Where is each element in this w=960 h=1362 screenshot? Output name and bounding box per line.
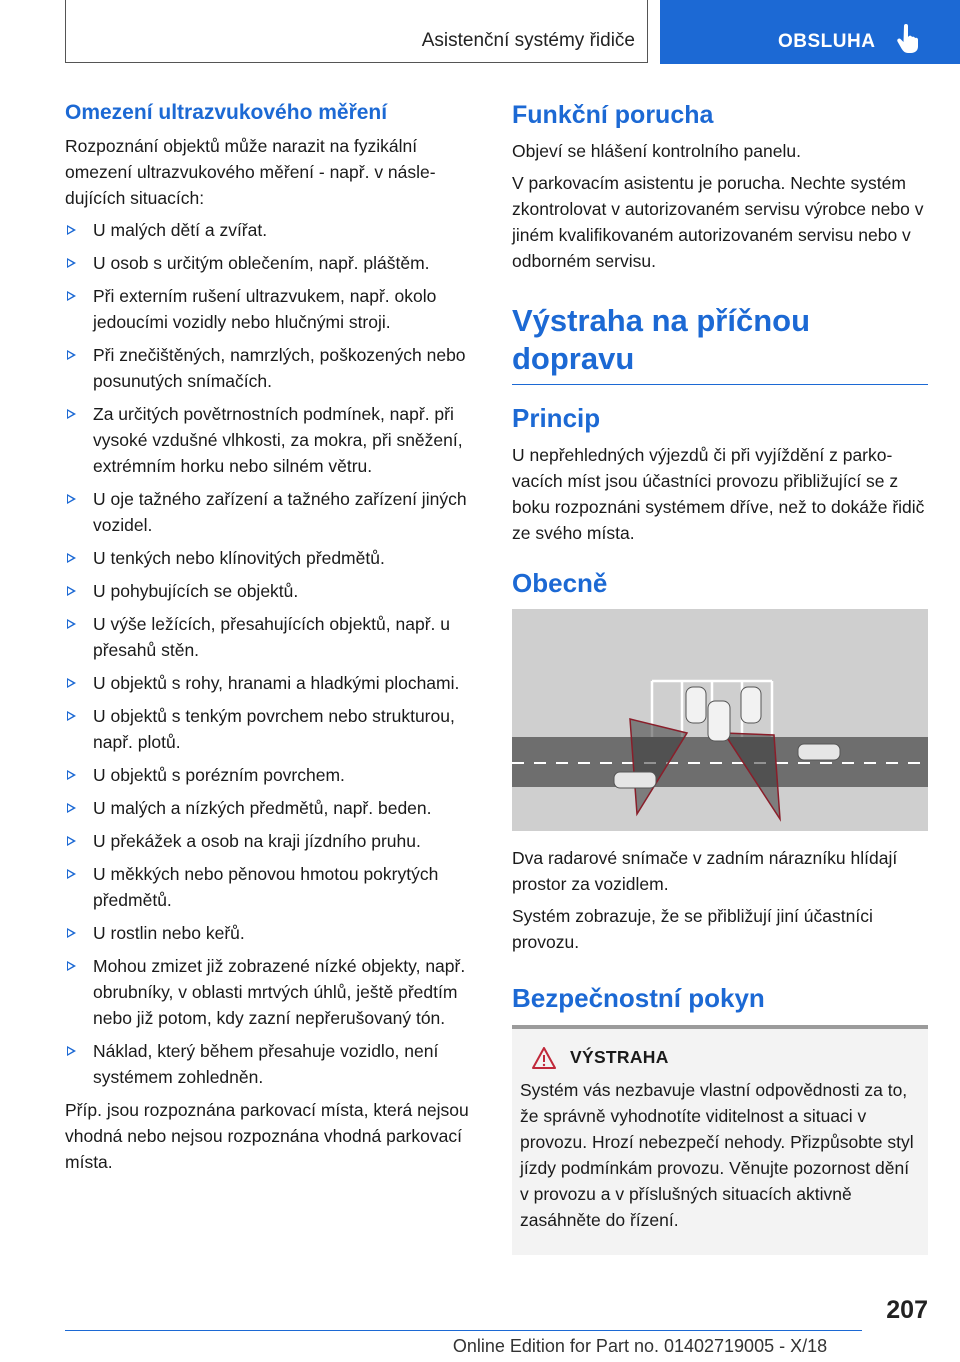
bullet-icon bbox=[67, 770, 76, 780]
chapter-heading-line-2: dopravu bbox=[512, 341, 635, 376]
bullet-icon bbox=[67, 1046, 76, 1056]
list-item: U objektů s rohy, hranami a hladkými plochami. bbox=[65, 670, 477, 696]
footer-edition: Online Edition for Part no. 01402719005 - X/18 bbox=[452, 1336, 828, 1356]
header-title: Asistenční systémy řidiče bbox=[421, 30, 635, 51]
section-heading-principle: Princip bbox=[512, 403, 601, 433]
cross-traffic-illustration bbox=[512, 609, 928, 831]
list-item: U objektů s tenkým povrchem nebo strukturou, např. plotů. bbox=[65, 703, 477, 755]
right-column bbox=[512, 100, 928, 1255]
section-heading-safety: Bezpečnostní pokyn bbox=[512, 983, 765, 1014]
list-item: U rostlin nebo keřů. bbox=[65, 920, 477, 946]
list-item: U výše ležících, přesahujících objektů, např. u přesahů stěn. bbox=[65, 611, 477, 663]
bullet-icon bbox=[67, 225, 76, 235]
fault-paragraph-2: V parkovacím asistentu je porucha. Nechte systém zkontrolovat v autorizovaném servisu výrobce nebo v jiném kvalifikovaném autorizovaném servisu nebo v odborném servisu. bbox=[512, 173, 924, 271]
bullet-icon bbox=[67, 553, 76, 563]
bullet-icon bbox=[67, 678, 76, 688]
bullet-icon bbox=[67, 494, 76, 504]
warning-box bbox=[512, 1025, 928, 1255]
footer-divider bbox=[65, 1330, 862, 1331]
chapter-divider bbox=[512, 384, 928, 385]
list-item: Mohou zmizet již zobrazené nízké objekty, např. obrubníky, v oblasti mrtvých úhlů, ještě předtím nebo již potom, kdy zazní nepřerušovaný tón. bbox=[65, 953, 477, 1031]
warning-header bbox=[520, 1047, 920, 1069]
bullet-icon bbox=[67, 291, 76, 301]
general-paragraph-1: Dva radarové snímače v zadním nárazníku hlídají prostor za vozidlem. bbox=[512, 848, 898, 895]
bullet-icon bbox=[67, 836, 76, 846]
outro-paragraph: Příp. jsou rozpoznána parkovací místa, která nejsou vhodná nebo nejsou rozpoznána vhodná parkovací místa. bbox=[65, 1100, 469, 1173]
warning-text: Systém vás nezbavuje vlastní odpovědnosti za to, že správně vyhodnotíte viditelnost a situaci v provozu. Hrozí nebezpečí nehody. Přizpůsobte styl jízdy podmínkám provozu. Věnujte pozornost dění v provozu a v příslušných situacích aktivně zasáhněte do řízení. bbox=[520, 1079, 914, 1230]
bullet-icon bbox=[67, 803, 76, 813]
list-item: U překážek a osob na kraji jízdního pruhu. bbox=[65, 828, 477, 854]
left-column bbox=[65, 100, 477, 1181]
bullet-icon bbox=[67, 961, 76, 971]
section-heading-fault: Funkční porucha bbox=[512, 101, 714, 129]
bullet-icon bbox=[67, 711, 76, 721]
list-item: Při externím rušení ultrazvukem, např. okolo jedoucími vozidly nebo hlučnými stroji. bbox=[65, 283, 477, 335]
bullet-icon bbox=[67, 586, 76, 596]
warning-triangle-icon bbox=[532, 1047, 556, 1069]
list-item: U osob s určitým oblečením, např. pláštěm. bbox=[65, 250, 477, 276]
intro-paragraph: Rozpoznání objektů může narazit na fyzikální omezení ultrazvukového měření - např. v následujících situacích: bbox=[65, 136, 436, 209]
list-item: Za určitých povětrnostních podmínek, např. při vysoké vzdušné vlhkosti, za mokra, při sněžení, extrémním horku nebo silném větru. bbox=[65, 401, 477, 479]
fault-paragraph-1: Objeví se hlášení kontrolního panelu. bbox=[512, 141, 801, 161]
general-paragraph-2: Systém zobrazuje, že se přibližují jiní účastníci provozu. bbox=[512, 906, 873, 953]
list-item: Náklad, který během přesahuje vozidlo, není systémem zohledněn. bbox=[65, 1038, 477, 1090]
section-heading-ultrasonic-limits: Omezení ultrazvukového měření bbox=[65, 101, 388, 124]
limitations-list bbox=[65, 217, 477, 1090]
list-item: U malých a nízkých předmětů, např. beden. bbox=[65, 795, 477, 821]
list-item: U pohybujících se objektů. bbox=[65, 578, 477, 604]
bullet-icon bbox=[67, 619, 76, 629]
bullet-icon bbox=[67, 350, 76, 360]
hand-pointer-icon bbox=[896, 24, 922, 54]
list-item: U objektů s porézním povrchem. bbox=[65, 762, 477, 788]
warning-title: VÝSTRAHA bbox=[570, 1047, 669, 1068]
bullet-icon bbox=[67, 409, 76, 419]
bullet-icon bbox=[67, 928, 76, 938]
header-section-tab bbox=[660, 0, 960, 64]
list-item: U oje tažného zařízení a tažného zařízení jiných vozidel. bbox=[65, 486, 477, 538]
header-box bbox=[65, 0, 648, 63]
list-item: Při znečištěných, namrzlých, poškozených nebo posunutých snímačích. bbox=[65, 342, 477, 394]
list-item: U malých dětí a zvířat. bbox=[65, 217, 477, 243]
bullet-icon bbox=[67, 869, 76, 879]
header-section-label: OBSLUHA bbox=[778, 31, 876, 52]
section-heading-general: Obecně bbox=[512, 568, 608, 599]
list-item: U tenkých nebo klínovitých předmětů. bbox=[65, 545, 477, 571]
principle-paragraph: U nepřehledných výjezdů či při vyjíždění z parkovacích míst jsou účastníci provozu přibližující se z boku rozpoznáni systémem dříve, než to dokáže řidič ze svého místa. bbox=[512, 445, 925, 544]
list-item: U měkkých nebo pěnovou hmotou pokrytých předmětů. bbox=[65, 861, 477, 913]
chapter-heading-line-1: Výstraha na příčnou bbox=[512, 303, 811, 338]
bullet-icon bbox=[67, 258, 76, 268]
page-number: 207 bbox=[886, 1296, 928, 1324]
